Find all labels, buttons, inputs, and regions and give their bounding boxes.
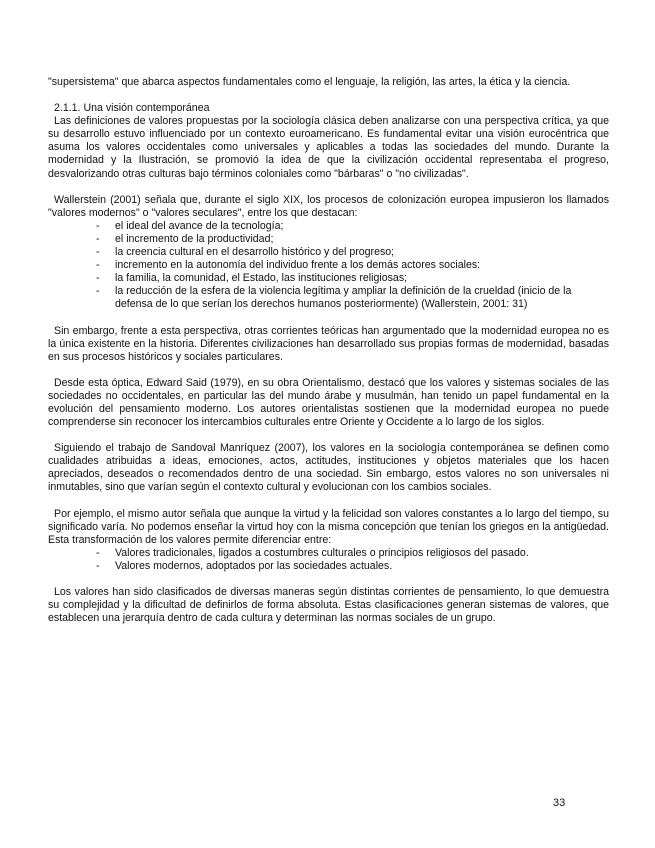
spacer: [48, 181, 609, 194]
list-item: - la creencia cultural en el desarrollo histórico y del progreso;: [96, 246, 609, 259]
paragraph-1: Las definiciones de valores propuestas por la sociología clásica deben analizarse con una perspectiva crítica, ya que su desarrollo estuvo influenciado por un contexto euroamericano. Es fundamental evitar una visión eurocéntrica que asuma los valores occidentales como universales y aplicables a todas las sociedades del mundo. Durante la modernidad y la Ilustración, se promovió la idea de que la civilización occidental representaba el progreso, desvalorizando otras culturas bajo términos coloniales como "bárbaras" o "no civilizadas".: [48, 115, 609, 180]
paragraph-4: Desde esta óptica, Edward Said (1979), en su obra Orientalismo, destacó que los valores y sistemas sociales de las sociedades no occidentales, en particular las del mundo árabe y musulmán, han tenido un papel fundamental en la evolución del pensamiento moderno. Los autores orientalistas sostienen que la modernidad europea no puede comprenderse sin reconocer los intercambios culturales entre Oriente y Occidente a lo largo de los siglos.: [48, 376, 609, 429]
list-item: - el incremento de la productividad;: [96, 233, 609, 246]
value-types-list: [48, 547, 609, 573]
page-number: 33: [553, 797, 566, 809]
carryover-paragraph: "supersistema" que abarca aspectos fundamentales como el lenguaje, la religión, las artes, la ética y la ciencia.: [48, 76, 571, 88]
spacer: [48, 429, 609, 442]
list-item: - el ideal del avance de la tecnología;: [96, 220, 609, 233]
paragraph-6: Por ejemplo, el mismo autor señala que aunque la virtud y la felicidad son valores constantes a lo largo del tiempo, su significado varía. No podemos enseñar la virtud hoy con la misma concepción que tenían los griegos en la antigüedad. Esta transformación de los valores permite diferenciar entre:: [48, 507, 609, 546]
spacer: [48, 364, 609, 377]
paragraph-7: Los valores han sido clasificados de diversas maneras según distintas corrientes de pensamiento, lo que demuestra su complejidad y la dificultad de definirlos de forma absoluta. Estas clasificaciones generan sistemas de valores, que establecen una jerarquía dentro de cada cultura y determinan las normas sociales de un grupo.: [48, 586, 609, 625]
list-item: - incremento en la autonomía del individuo frente a los demás actores sociales:: [96, 259, 609, 272]
document-page: [48, 76, 609, 625]
spacer: [48, 573, 609, 586]
values-list: [48, 220, 609, 312]
paragraph-5: Siguiendo el trabajo de Sandoval Manríquez (2007), los valores en la sociología contemporánea se definen como cualidades atribuidas a ideas, emociones, actos, actitudes, instituciones y objetos materiales que los hacen apreciados, deseados o recomendados dentro de una sociedad. Sin embargo, estos valores no son universales ni inmutables, sino que varían según el contexto cultural y evolucionan con los cambios sociales.: [48, 442, 609, 494]
list-item: - la familia, la comunidad, el Estado, las instituciones religiosas;: [96, 272, 609, 285]
list-item: - Valores tradicionales, ligados a costumbres culturales o principios religiosos del pasado.: [96, 547, 609, 560]
spacer: [48, 312, 609, 325]
list-item: - la reducción de la esfera de la violencia legítima y ampliar la definición de la crueldad (inicio de la defensa de lo que serían los derechos humanos posteriormente) (Wallerstein, 2001: 31): [96, 285, 609, 311]
spacer: [48, 89, 609, 102]
spacer: [48, 495, 609, 508]
paragraph-3: Sin embargo, frente a esta perspectiva, otras corrientes teóricas han argumentado que la modernidad europea no es la única existente en la historia. Diferentes civilizaciones han desarrollado sus propias formas de modernidad, basadas en sus procesos históricos y sociales particulares.: [48, 324, 609, 363]
list-item: - Valores modernos, adoptados por las sociedades actuales.: [96, 560, 609, 573]
paragraph-2: Wallerstein (2001) señala que, durante el siglo XIX, los procesos de colonización europea impusieron los llamados "valores modernos" o "valores seculares", entre los que destacan:: [48, 193, 609, 219]
section-heading: 2.1.1. Una visión contemporánea: [54, 102, 210, 115]
